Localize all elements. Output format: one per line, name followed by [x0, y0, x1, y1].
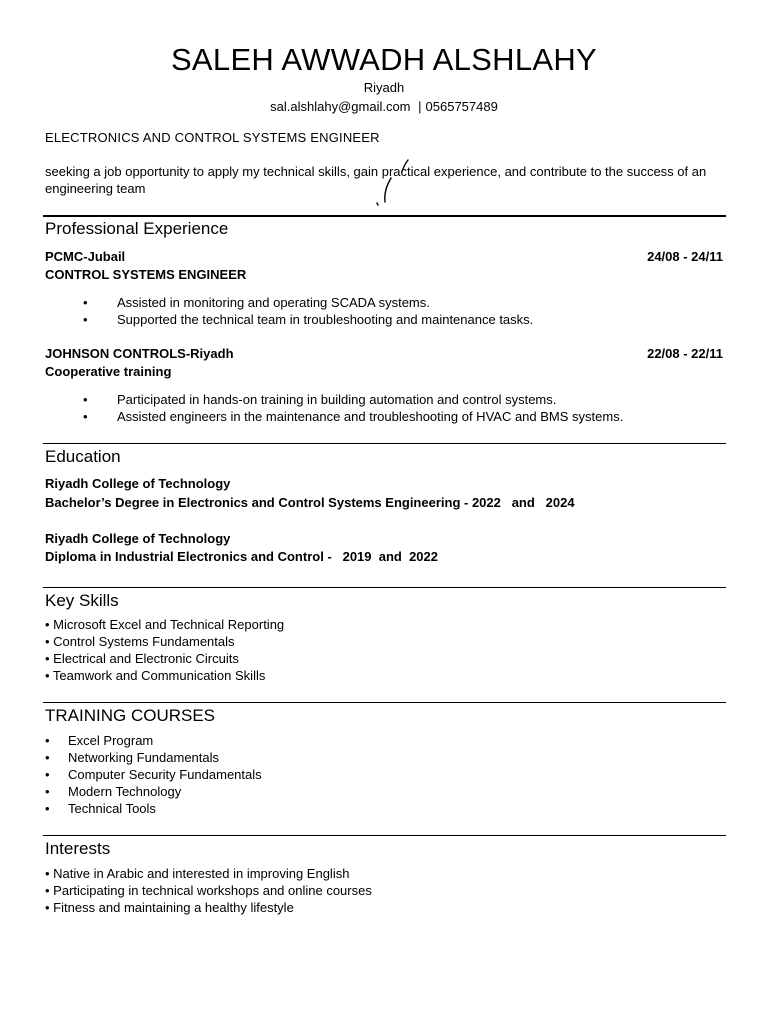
list-item: • Microsoft Excel and Technical Reporting	[45, 617, 285, 632]
section-divider	[43, 702, 726, 703]
school-name: Riyadh College of Technology	[45, 531, 231, 546]
job-header	[45, 249, 723, 264]
email-text: sal.alshlahy@gmail.com	[270, 99, 411, 114]
interests-list	[45, 865, 372, 916]
objective-text: seeking a job opportunity to apply my technical skills, gain practical experience, and contribute to the success of an engineering team	[45, 164, 707, 196]
list-item	[45, 732, 262, 749]
list-item: • Participating in technical workshops and online courses	[45, 883, 372, 898]
pen-mark	[372, 158, 412, 212]
list-item	[45, 749, 262, 766]
degree-text: Diploma in Industrial Electronics and Control - 2019 and 2022	[45, 549, 438, 564]
job-dates: 24/08 - 24/11	[647, 249, 723, 264]
job-role: Cooperative training	[45, 364, 172, 379]
contact-separator: |	[418, 99, 422, 114]
bullet-icon: •	[83, 392, 88, 407]
bullet-icon: •	[45, 784, 50, 799]
bullet-text: Participated in hands-on training in building automation and control systems.	[117, 392, 557, 407]
section-divider	[43, 587, 726, 588]
bullet-icon: •	[45, 767, 50, 782]
phone-text: 0565757489	[425, 99, 498, 114]
course-text: Networking Fundamentals	[68, 750, 220, 765]
list-item	[45, 408, 623, 425]
candidate-name: SALEH AWWADH ALSHLAHY	[170, 42, 598, 77]
job-role: CONTROL SYSTEMS ENGINEER	[45, 267, 247, 282]
section-divider	[43, 443, 726, 444]
bullet-icon: •	[83, 295, 88, 310]
list-item	[45, 311, 533, 328]
list-item: • Control Systems Fundamentals	[45, 634, 235, 649]
list-item: • Electrical and Electronic Circuits	[45, 651, 239, 666]
interests-heading: Interests	[45, 839, 111, 858]
degree-text: Bachelor’s Degree in Electronics and Control Systems Engineering - 2022 and 2024	[45, 495, 575, 510]
school-name: Riyadh College of Technology	[45, 476, 231, 491]
list-item	[45, 294, 533, 311]
list-item	[45, 766, 262, 783]
job-company: PCMC-Jubail	[45, 249, 126, 264]
bullet-text: Supported the technical team in troubleshooting and maintenance tasks.	[117, 312, 534, 327]
bullet-icon: •	[83, 409, 88, 424]
job-bullets	[45, 294, 533, 328]
section-divider	[43, 215, 726, 217]
job-header	[45, 346, 723, 361]
course-text: Modern Technology	[68, 784, 182, 799]
bullet-icon: •	[45, 801, 50, 816]
list-item: • Native in Arabic and interested in improving English	[45, 866, 350, 881]
bullet-icon: •	[45, 733, 50, 748]
bullet-text: Assisted in monitoring and operating SCADA systems.	[117, 295, 430, 310]
experience-heading: Professional Experience	[45, 219, 229, 238]
course-text: Technical Tools	[68, 801, 156, 816]
bullet-text: Assisted engineers in the maintenance and troubleshooting of HVAC and BMS systems.	[117, 409, 624, 424]
job-dates: 22/08 - 22/11	[647, 346, 723, 361]
list-item	[45, 391, 623, 408]
training-heading: TRAINING COURSES	[45, 706, 216, 725]
course-text: Computer Security Fundamentals	[68, 767, 262, 782]
job-title: ELECTRONICS AND CONTROL SYSTEMS ENGINEER	[45, 130, 380, 145]
list-item: • Teamwork and Communication Skills	[45, 668, 266, 683]
education-heading: Education	[45, 447, 121, 466]
job-company: JOHNSON CONTROLS-Riyadh	[45, 346, 234, 361]
bullet-icon: •	[83, 312, 88, 327]
training-list	[45, 732, 262, 817]
bullet-icon: •	[45, 750, 50, 765]
list-item	[45, 800, 262, 817]
list-item	[45, 783, 262, 800]
contact-line	[0, 99, 768, 114]
skills-heading: Key Skills	[45, 591, 119, 610]
skills-list	[45, 616, 284, 684]
course-text: Excel Program	[68, 733, 154, 748]
list-item: • Fitness and maintaining a healthy lifestyle	[45, 900, 294, 915]
job-bullets	[45, 391, 623, 425]
location: Riyadh	[363, 80, 405, 95]
section-divider	[43, 835, 726, 836]
